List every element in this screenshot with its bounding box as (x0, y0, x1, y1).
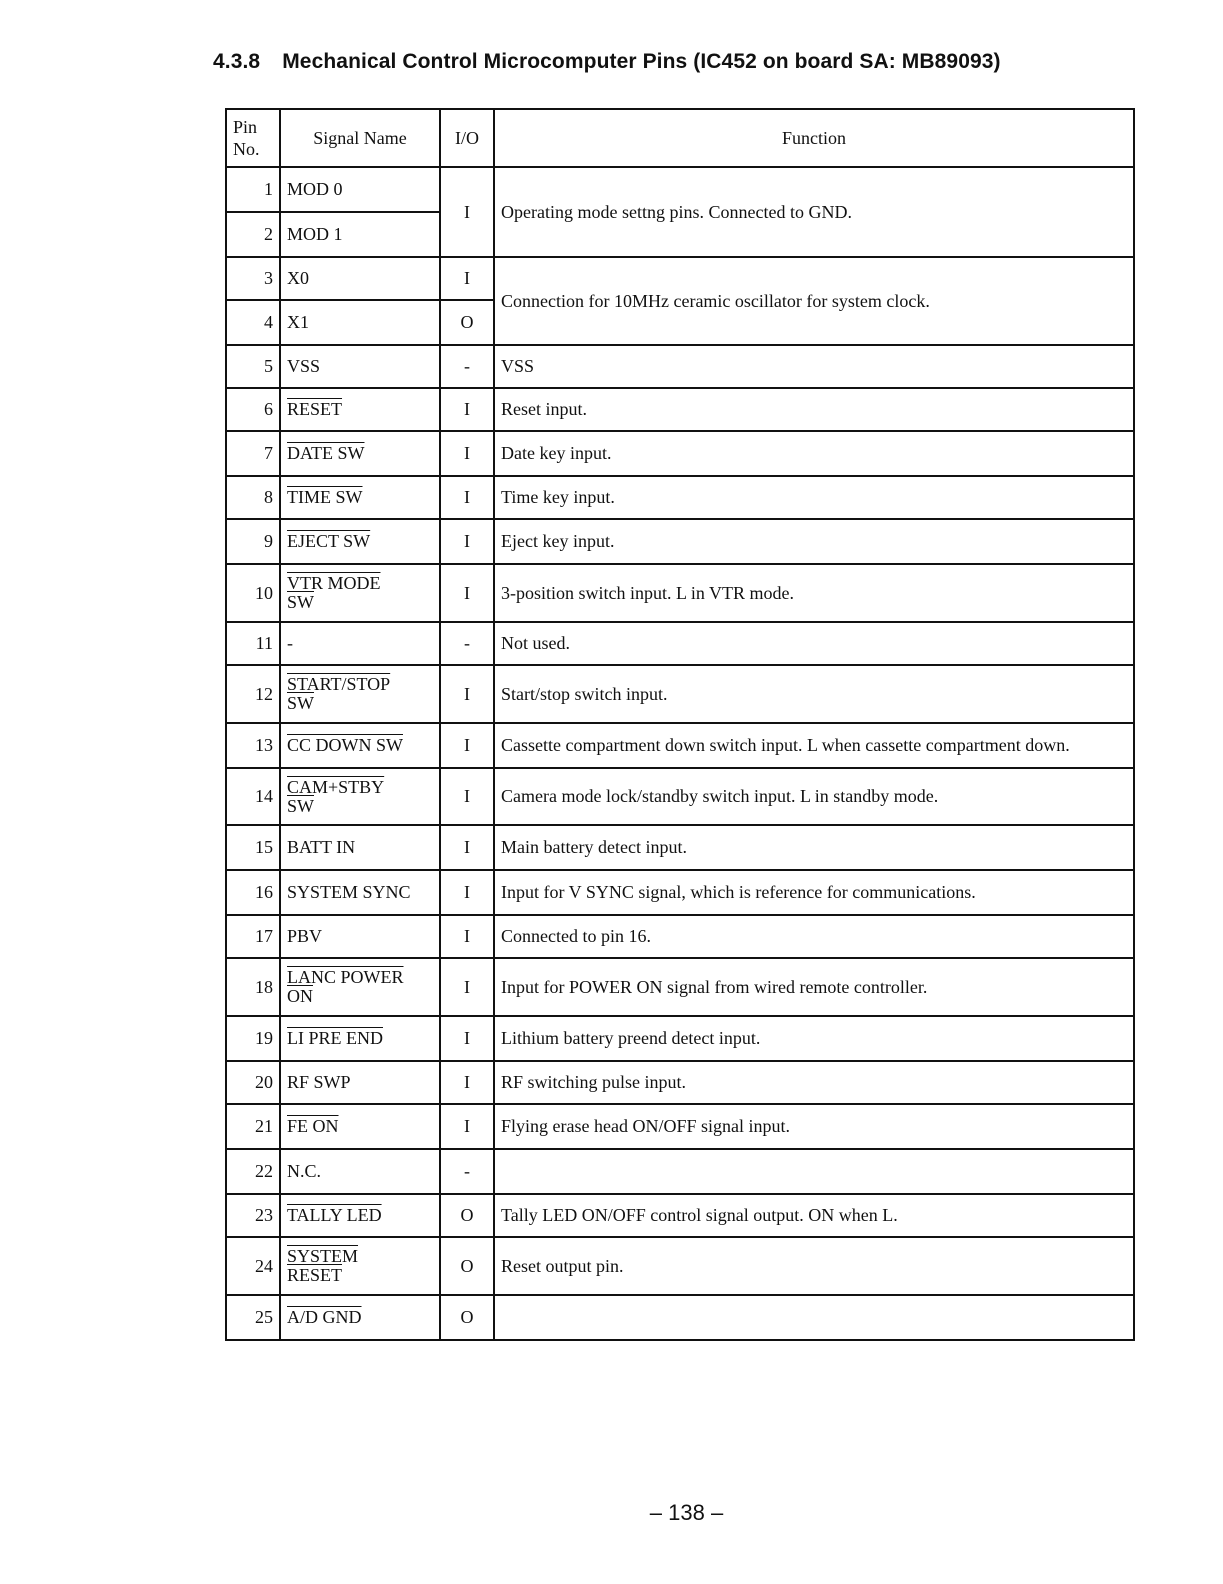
signal-name-line1: MOD 1 (287, 224, 343, 244)
signal-name-line1: DATE SW (287, 443, 365, 463)
signal-name (280, 431, 440, 476)
pin-number: 11 (226, 622, 280, 665)
signal-name-line1: BATT IN (287, 837, 356, 857)
io-direction: I (440, 388, 494, 431)
io-direction: I (440, 915, 494, 958)
io-direction: I (440, 167, 494, 257)
signal-name (280, 476, 440, 519)
io-direction: I (440, 958, 494, 1016)
signal-name (280, 723, 440, 768)
signal-name-line1: VSS (287, 356, 321, 376)
pin-number: 16 (226, 870, 280, 915)
signal-name (280, 958, 440, 1016)
table-row (226, 870, 1134, 915)
signal-name-line1: N.C. (287, 1161, 322, 1181)
section-title: Mechanical Control Microcomputer Pins (IC452 on board SA: MB89093) (282, 50, 1001, 73)
signal-name-line1: LI PRE END (287, 1028, 383, 1048)
function-description: Cassette compartment down switch input. L when cassette compartment down. (494, 723, 1134, 768)
io-direction: O (440, 1295, 494, 1340)
signal-name (280, 1104, 440, 1149)
pin-number: 23 (226, 1194, 280, 1237)
io-direction: I (440, 1061, 494, 1104)
function-description (494, 1295, 1134, 1340)
signal-name (280, 915, 440, 958)
function-description: Reset output pin. (494, 1237, 1134, 1295)
table-row (226, 345, 1134, 388)
pin-number: 5 (226, 345, 280, 388)
table-row (226, 958, 1134, 1016)
io-direction: I (440, 564, 494, 622)
signal-name (280, 212, 440, 257)
table-row (226, 622, 1134, 665)
pin-number: 2 (226, 212, 280, 257)
io-direction: - (440, 1149, 494, 1194)
table-row (226, 723, 1134, 768)
function-description: Operating mode settng pins. Connected to GND. (494, 167, 1134, 257)
signal-name (280, 345, 440, 388)
io-direction: I (440, 257, 494, 300)
io-direction: I (440, 768, 494, 825)
signal-name-line1: SYSTEM SYNC (287, 882, 411, 902)
page-number: – 138 – (649, 1500, 724, 1525)
signal-name (280, 1149, 440, 1194)
function-description: Not used. (494, 622, 1134, 665)
pin-number: 14 (226, 768, 280, 825)
signal-name (280, 1061, 440, 1104)
header-function: Function (494, 109, 1134, 167)
function-description: VSS (494, 345, 1134, 388)
pin-number: 10 (226, 564, 280, 622)
section-number: 4.3.8 (213, 50, 261, 73)
function-description: Date key input. (494, 431, 1134, 476)
pin-number: 15 (226, 825, 280, 870)
pin-table (225, 108, 1135, 1341)
signal-name-line1: RF SWP (287, 1072, 351, 1092)
table-row (226, 1295, 1134, 1340)
io-direction: - (440, 345, 494, 388)
signal-name-line1: A/D GND (287, 1307, 362, 1327)
pin-number: 12 (226, 665, 280, 723)
signal-name-line1: TALLY LED (287, 1205, 382, 1225)
table-row (226, 1061, 1134, 1104)
io-direction: O (440, 1237, 494, 1295)
signal-name (280, 870, 440, 915)
function-description: Input for POWER ON signal from wired remote controller. (494, 958, 1134, 1016)
io-direction: O (440, 1194, 494, 1237)
signal-name (280, 1016, 440, 1061)
signal-name-line2: RESET (287, 1265, 343, 1285)
pin-number: 17 (226, 915, 280, 958)
function-description: Lithium battery preend detect input. (494, 1016, 1134, 1061)
io-direction: I (440, 476, 494, 519)
io-direction: I (440, 519, 494, 564)
pin-number: 3 (226, 257, 280, 300)
header-pin-line2: No. (233, 139, 260, 159)
pin-number: 21 (226, 1104, 280, 1149)
signal-name-line1: TIME SW (287, 487, 363, 507)
signal-name-line2: $\overline{SW}$ (287, 693, 314, 713)
section-heading (213, 50, 1001, 74)
signal-name-line1: MOD 0 (287, 179, 343, 199)
signal-name (280, 622, 440, 665)
signal-name-line2: $\overline{SW}$ (287, 592, 314, 612)
io-direction: I (440, 723, 494, 768)
signal-name-line1: X1 (287, 312, 309, 332)
pin-number: 24 (226, 1237, 280, 1295)
header-pin-no (226, 109, 280, 167)
signal-name (280, 665, 440, 723)
function-description (494, 1149, 1134, 1194)
signal-name-line2: $\overline{ON}$ (287, 986, 313, 1006)
function-description: Time key input. (494, 476, 1134, 519)
signal-name (280, 167, 440, 212)
signal-name-line1: PBV (287, 926, 323, 946)
table-row (226, 1104, 1134, 1149)
signal-name (280, 1237, 440, 1295)
signal-name (280, 825, 440, 870)
function-description: Main battery detect input. (494, 825, 1134, 870)
signal-name-line1: - (287, 633, 293, 653)
pin-number: 19 (226, 1016, 280, 1061)
pin-number: 9 (226, 519, 280, 564)
signal-name-line1: EJECT SW (287, 531, 371, 551)
table-row (226, 519, 1134, 564)
pin-number: 8 (226, 476, 280, 519)
function-description: Eject key input. (494, 519, 1134, 564)
signal-name-line1: LANC POWER (287, 967, 404, 987)
table-header-row (226, 109, 1134, 167)
signal-name-line1: SYSTEM (287, 1246, 359, 1266)
function-description: RF switching pulse input. (494, 1061, 1134, 1104)
header-io: I/O (440, 109, 494, 167)
signal-name (280, 768, 440, 825)
pin-number: 13 (226, 723, 280, 768)
io-direction: I (440, 1016, 494, 1061)
signal-name (280, 1295, 440, 1340)
table-row (226, 476, 1134, 519)
table-row (226, 1237, 1134, 1295)
table-row (226, 825, 1134, 870)
signal-name-line2: $\overline{SW}$ (287, 795, 314, 816)
function-description: 3-position switch input. L in VTR mode. (494, 564, 1134, 622)
pin-number: 1 (226, 167, 280, 212)
function-description: Input for V SYNC signal, which is reference for communications. (494, 870, 1134, 915)
signal-name-line1: X0 (287, 268, 309, 288)
table-row (226, 167, 1134, 212)
function-description: Connection for 10MHz ceramic oscillator for system clock. (494, 257, 1134, 345)
io-direction: I (440, 870, 494, 915)
pin-table-body (226, 167, 1134, 1340)
header-signal-name: Signal Name (280, 109, 440, 167)
table-row (226, 431, 1134, 476)
function-description: Start/stop switch input. (494, 665, 1134, 723)
table-row (226, 388, 1134, 431)
header-pin-line1: Pin (233, 117, 258, 137)
function-description: Camera mode lock/standby switch input. L in standby mode. (494, 768, 1134, 825)
signal-name-line1: RESET (287, 399, 343, 419)
table-row (226, 564, 1134, 622)
function-description: Flying erase head ON/OFF signal input. (494, 1104, 1134, 1149)
function-description: Reset input. (494, 388, 1134, 431)
signal-name (280, 388, 440, 431)
table-row (226, 768, 1134, 825)
io-direction: I (440, 665, 494, 723)
io-direction: I (440, 431, 494, 476)
function-description: Connected to pin 16. (494, 915, 1134, 958)
io-direction: - (440, 622, 494, 665)
pin-number: 4 (226, 300, 280, 345)
pin-number: 25 (226, 1295, 280, 1340)
io-direction: O (440, 300, 494, 345)
pin-number: 18 (226, 958, 280, 1016)
table-row (226, 1016, 1134, 1061)
pin-number: 6 (226, 388, 280, 431)
signal-name (280, 1194, 440, 1237)
pin-number: 22 (226, 1149, 280, 1194)
signal-name (280, 564, 440, 622)
table-row (226, 257, 1134, 300)
signal-name-line1: CAM+STBY (287, 776, 385, 797)
signal-name (280, 300, 440, 345)
table-row (226, 915, 1134, 958)
pin-number: 20 (226, 1061, 280, 1104)
signal-name (280, 257, 440, 300)
signal-name-line1: FE ON (287, 1116, 339, 1136)
table-row (226, 1194, 1134, 1237)
io-direction: I (440, 1104, 494, 1149)
table-row (226, 665, 1134, 723)
pin-number: 7 (226, 431, 280, 476)
signal-name-line1: START/STOP (287, 674, 391, 694)
signal-name (280, 519, 440, 564)
io-direction: I (440, 825, 494, 870)
signal-name-line1: CC DOWN SW (287, 735, 403, 755)
function-description: Tally LED ON/OFF control signal output. ON when L. (494, 1194, 1134, 1237)
table-row (226, 1149, 1134, 1194)
signal-name-line1: VTR MODE (287, 573, 381, 593)
